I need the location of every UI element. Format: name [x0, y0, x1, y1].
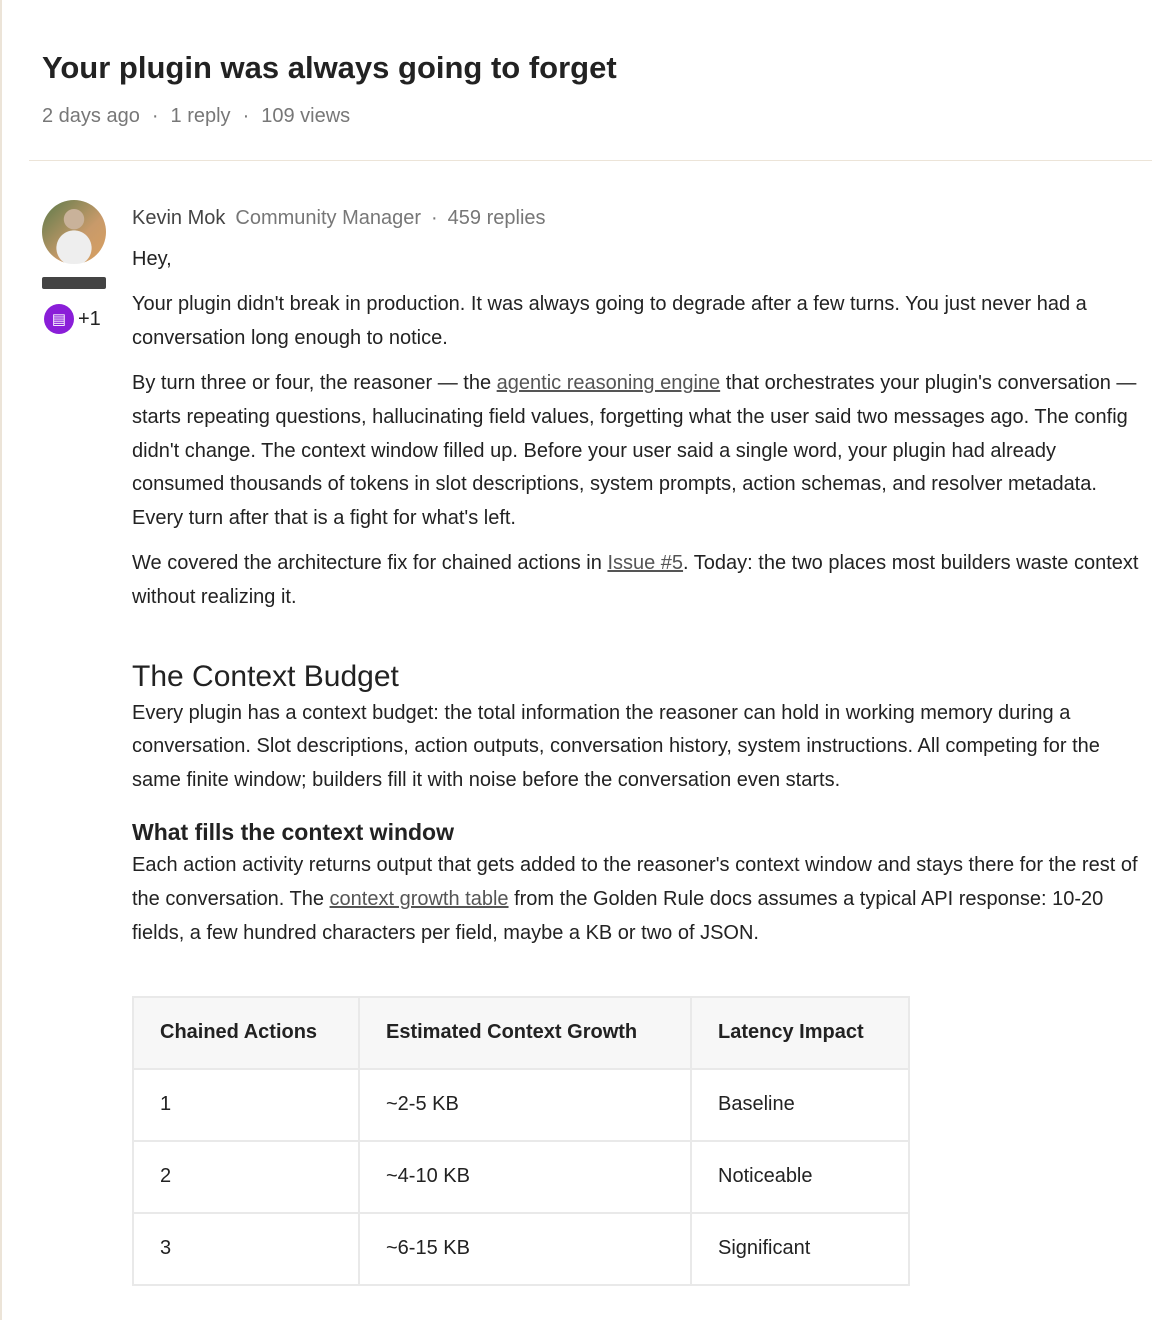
divider	[29, 160, 1152, 161]
section-heading: The Context Budget	[132, 659, 399, 693]
author-role: Community Manager	[235, 207, 421, 229]
table-row	[133, 1213, 909, 1285]
table-cell: Noticeable	[691, 1141, 909, 1213]
issue-5-link[interactable]: Issue #5	[607, 552, 684, 575]
user-flair	[42, 277, 106, 289]
topic-meta: 2 days ago · 1 reply · 109 views	[42, 105, 351, 127]
topic-age[interactable]: 2 days ago	[42, 105, 140, 127]
context-growth-table	[132, 996, 910, 1286]
paragraph: Your plugin didn't break in production. It was always going to degrade after a few turns. You just never had a conversation long enough to notice.	[132, 293, 1087, 349]
reaction-badge[interactable]	[44, 304, 101, 334]
table-cell: 3	[133, 1213, 359, 1285]
paragraph	[132, 367, 1142, 535]
table-row	[133, 1141, 909, 1213]
chat-bubble-icon: ▤	[44, 304, 74, 334]
text: . Today: the two places most builders waste context without realizing it.	[132, 552, 1139, 608]
topic-views: 109 views	[261, 105, 351, 127]
table-row	[133, 1069, 909, 1141]
table-cell: Baseline	[691, 1069, 909, 1141]
text: that orchestrates your plugin's conversation — starts repeating questions, hallucinating field values, forgetting what the user said two messages ago. The config didn't change. The context window filled up. Before your user said a single word, your plugin had already consumed thousands of tokens in slot descriptions, system prompts, action schemas, and resolver metadata. Every turn after that is a fight for what's left.	[132, 372, 1137, 529]
post-body	[132, 202, 1142, 1286]
text: Each action activity returns output that gets added to the reasoner's context window and stays there for the rest of the conversation. The	[132, 854, 1138, 910]
paragraph: Every plugin has a context budget: the total information the reasoner can hold in working memory during a conversation. Slot descriptions, action outputs, conversation history, system instructions. All competing for the same finite window; builders fill it with noise before the conversation even starts.	[132, 701, 1100, 791]
badge-count: +1	[78, 307, 101, 330]
context-growth-table-link[interactable]: context growth table	[329, 887, 509, 910]
paragraph	[132, 547, 1142, 614]
table-cell: ~4-10 KB	[359, 1141, 691, 1213]
greeting: Hey,	[132, 247, 172, 270]
table-cell: ~2-5 KB	[359, 1069, 691, 1141]
author-name[interactable]: Kevin Mok	[132, 207, 226, 229]
text: We covered the architecture fix for chained actions in	[132, 552, 608, 575]
table-cell: 1	[133, 1069, 359, 1141]
subsection-heading: What fills the context window	[132, 819, 454, 846]
avatar[interactable]	[42, 200, 106, 264]
table-cell: 2	[133, 1141, 359, 1213]
column-header: Latency Impact	[691, 997, 909, 1069]
post-author-line: Kevin Mok Community Manager · 459 replies	[132, 207, 546, 229]
table-cell: Significant	[691, 1213, 909, 1285]
table-cell: ~6-15 KB	[359, 1213, 691, 1285]
text: from the Golden Rule docs assumes a typical API response: 10-20 fields, a few hundred characters per field, maybe a KB or two of JSON.	[132, 887, 1104, 944]
agentic-reasoning-engine-link[interactable]: agentic reasoning engine	[496, 372, 721, 395]
author-replies: 459 replies	[447, 207, 546, 229]
topic-title: Your plugin was always going to forget	[42, 50, 617, 85]
topic-replies: 1 reply	[170, 105, 231, 127]
text: By turn three or four, the reasoner — the	[132, 372, 497, 395]
column-header: Estimated Context Growth	[359, 997, 691, 1069]
paragraph	[132, 849, 1142, 950]
column-header: Chained Actions	[133, 997, 359, 1069]
